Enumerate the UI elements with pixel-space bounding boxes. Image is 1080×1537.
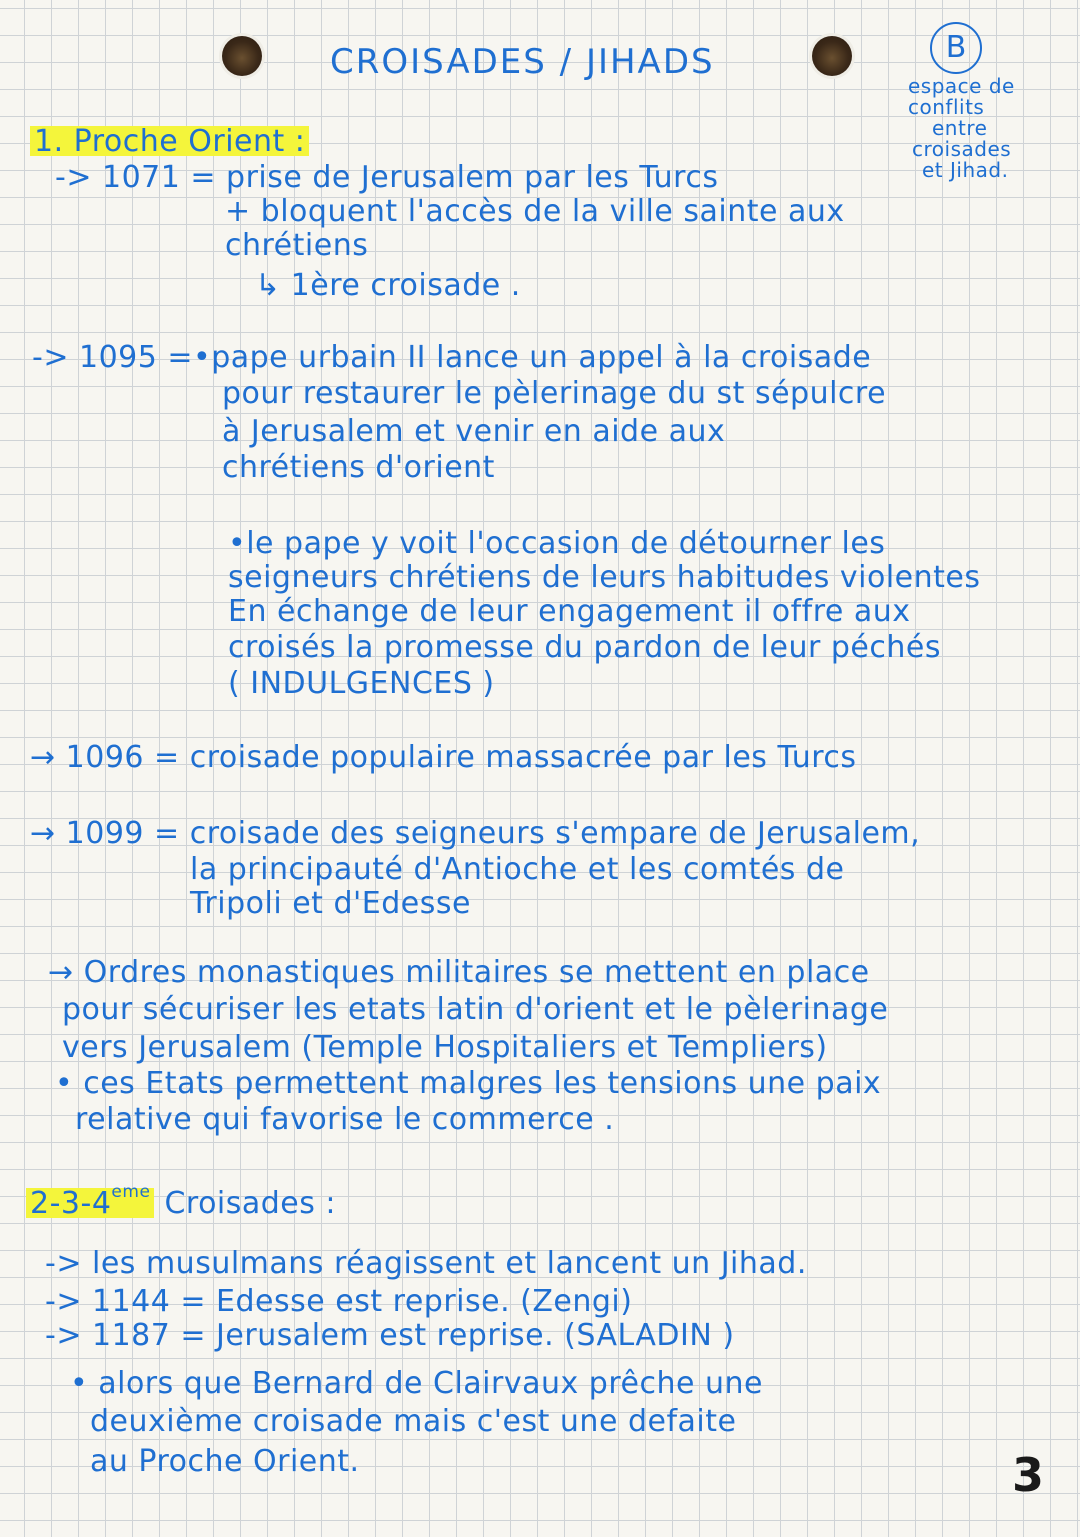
section-heading-2-number	[26, 1182, 154, 1221]
margin-note-line: espace de	[908, 74, 1015, 98]
note-line: + bloquent l'accès de la ville sainte aux	[225, 194, 845, 229]
note-line: -> 1187 = Jerusalem est reprise. (SALADIN )	[45, 1318, 735, 1353]
note-line: ↳ 1ère croisade .	[255, 268, 521, 303]
note-line: → 1099 = croisade des seigneurs s'empare de Jerusalem,	[30, 816, 921, 851]
note-line: vers Jerusalem (Temple Hospitaliers et Templiers)	[62, 1030, 828, 1065]
section-heading-2-superscript: eme	[111, 1182, 151, 1202]
note-line: pour sécuriser les etats latin d'orient et le pèlerinage	[62, 992, 889, 1027]
margin-note-line: croisades	[912, 137, 1012, 161]
note-line: la principauté d'Antioche et les comtés de	[190, 852, 845, 887]
note-line: •le pape y voit l'occasion de détourner les	[228, 526, 886, 561]
note-line: chrétiens d'orient	[222, 450, 495, 485]
note-line: pour restaurer le pèlerinage du st sépulcre	[222, 376, 887, 411]
note-line: En échange de leur engagement il offre aux	[228, 594, 911, 629]
section-heading-1-text: 1. Proche Orient :	[30, 124, 309, 159]
page-title: CROISADES / JIHADS	[330, 42, 715, 82]
note-line: -> 1071 = prise de Jerusalem par les Turcs	[55, 160, 719, 195]
note-line: relative qui favorise le commerce .	[75, 1102, 615, 1137]
section-heading-2-label: Croisades :	[154, 1186, 337, 1221]
note-line: Tripoli et d'Edesse	[190, 886, 471, 921]
page-number: 3	[1012, 1448, 1045, 1502]
margin-note-line: entre	[932, 116, 988, 140]
note-line: • ces Etats permettent malgres les tensions une paix	[55, 1066, 882, 1101]
note-line: ( INDULGENCES )	[228, 666, 495, 701]
note-line: à Jerusalem et venir en aide aux	[222, 414, 726, 449]
note-line: croisés la promesse du pardon de leur péchés	[228, 630, 941, 665]
note-line: -> 1144 = Edesse est reprise. (Zengi)	[45, 1284, 633, 1319]
note-line: -> les musulmans réagissent et lancent un Jihad.	[45, 1246, 807, 1281]
note-line: • alors que Bernard de Clairvaux prêche une	[70, 1366, 763, 1401]
note-line: → 1096 = croisade populaire massacrée par les Turcs	[30, 740, 857, 775]
note-line: seigneurs chrétiens de leurs habitudes violentes	[228, 560, 981, 595]
note-line: -> 1095 =•pape urbain II lance un appel à la croisade	[32, 340, 872, 375]
binder-hole-right	[812, 36, 852, 76]
binder-hole-left	[222, 36, 262, 76]
margin-note-line: et Jihad.	[922, 158, 1009, 182]
note-line: → Ordres monastiques militaires se mettent en place	[48, 955, 870, 990]
section-heading-2-prefix: 2-3-4	[30, 1186, 112, 1221]
section-heading-2	[26, 1174, 336, 1222]
note-line: chrétiens	[225, 228, 369, 263]
section-heading-1	[30, 124, 309, 160]
note-line: au Proche Orient.	[90, 1444, 360, 1479]
margin-note-line: conflits	[908, 95, 985, 119]
note-line: deuxième croisade mais c'est une defaite	[90, 1404, 737, 1439]
circled-letter-badge: B	[930, 22, 982, 74]
